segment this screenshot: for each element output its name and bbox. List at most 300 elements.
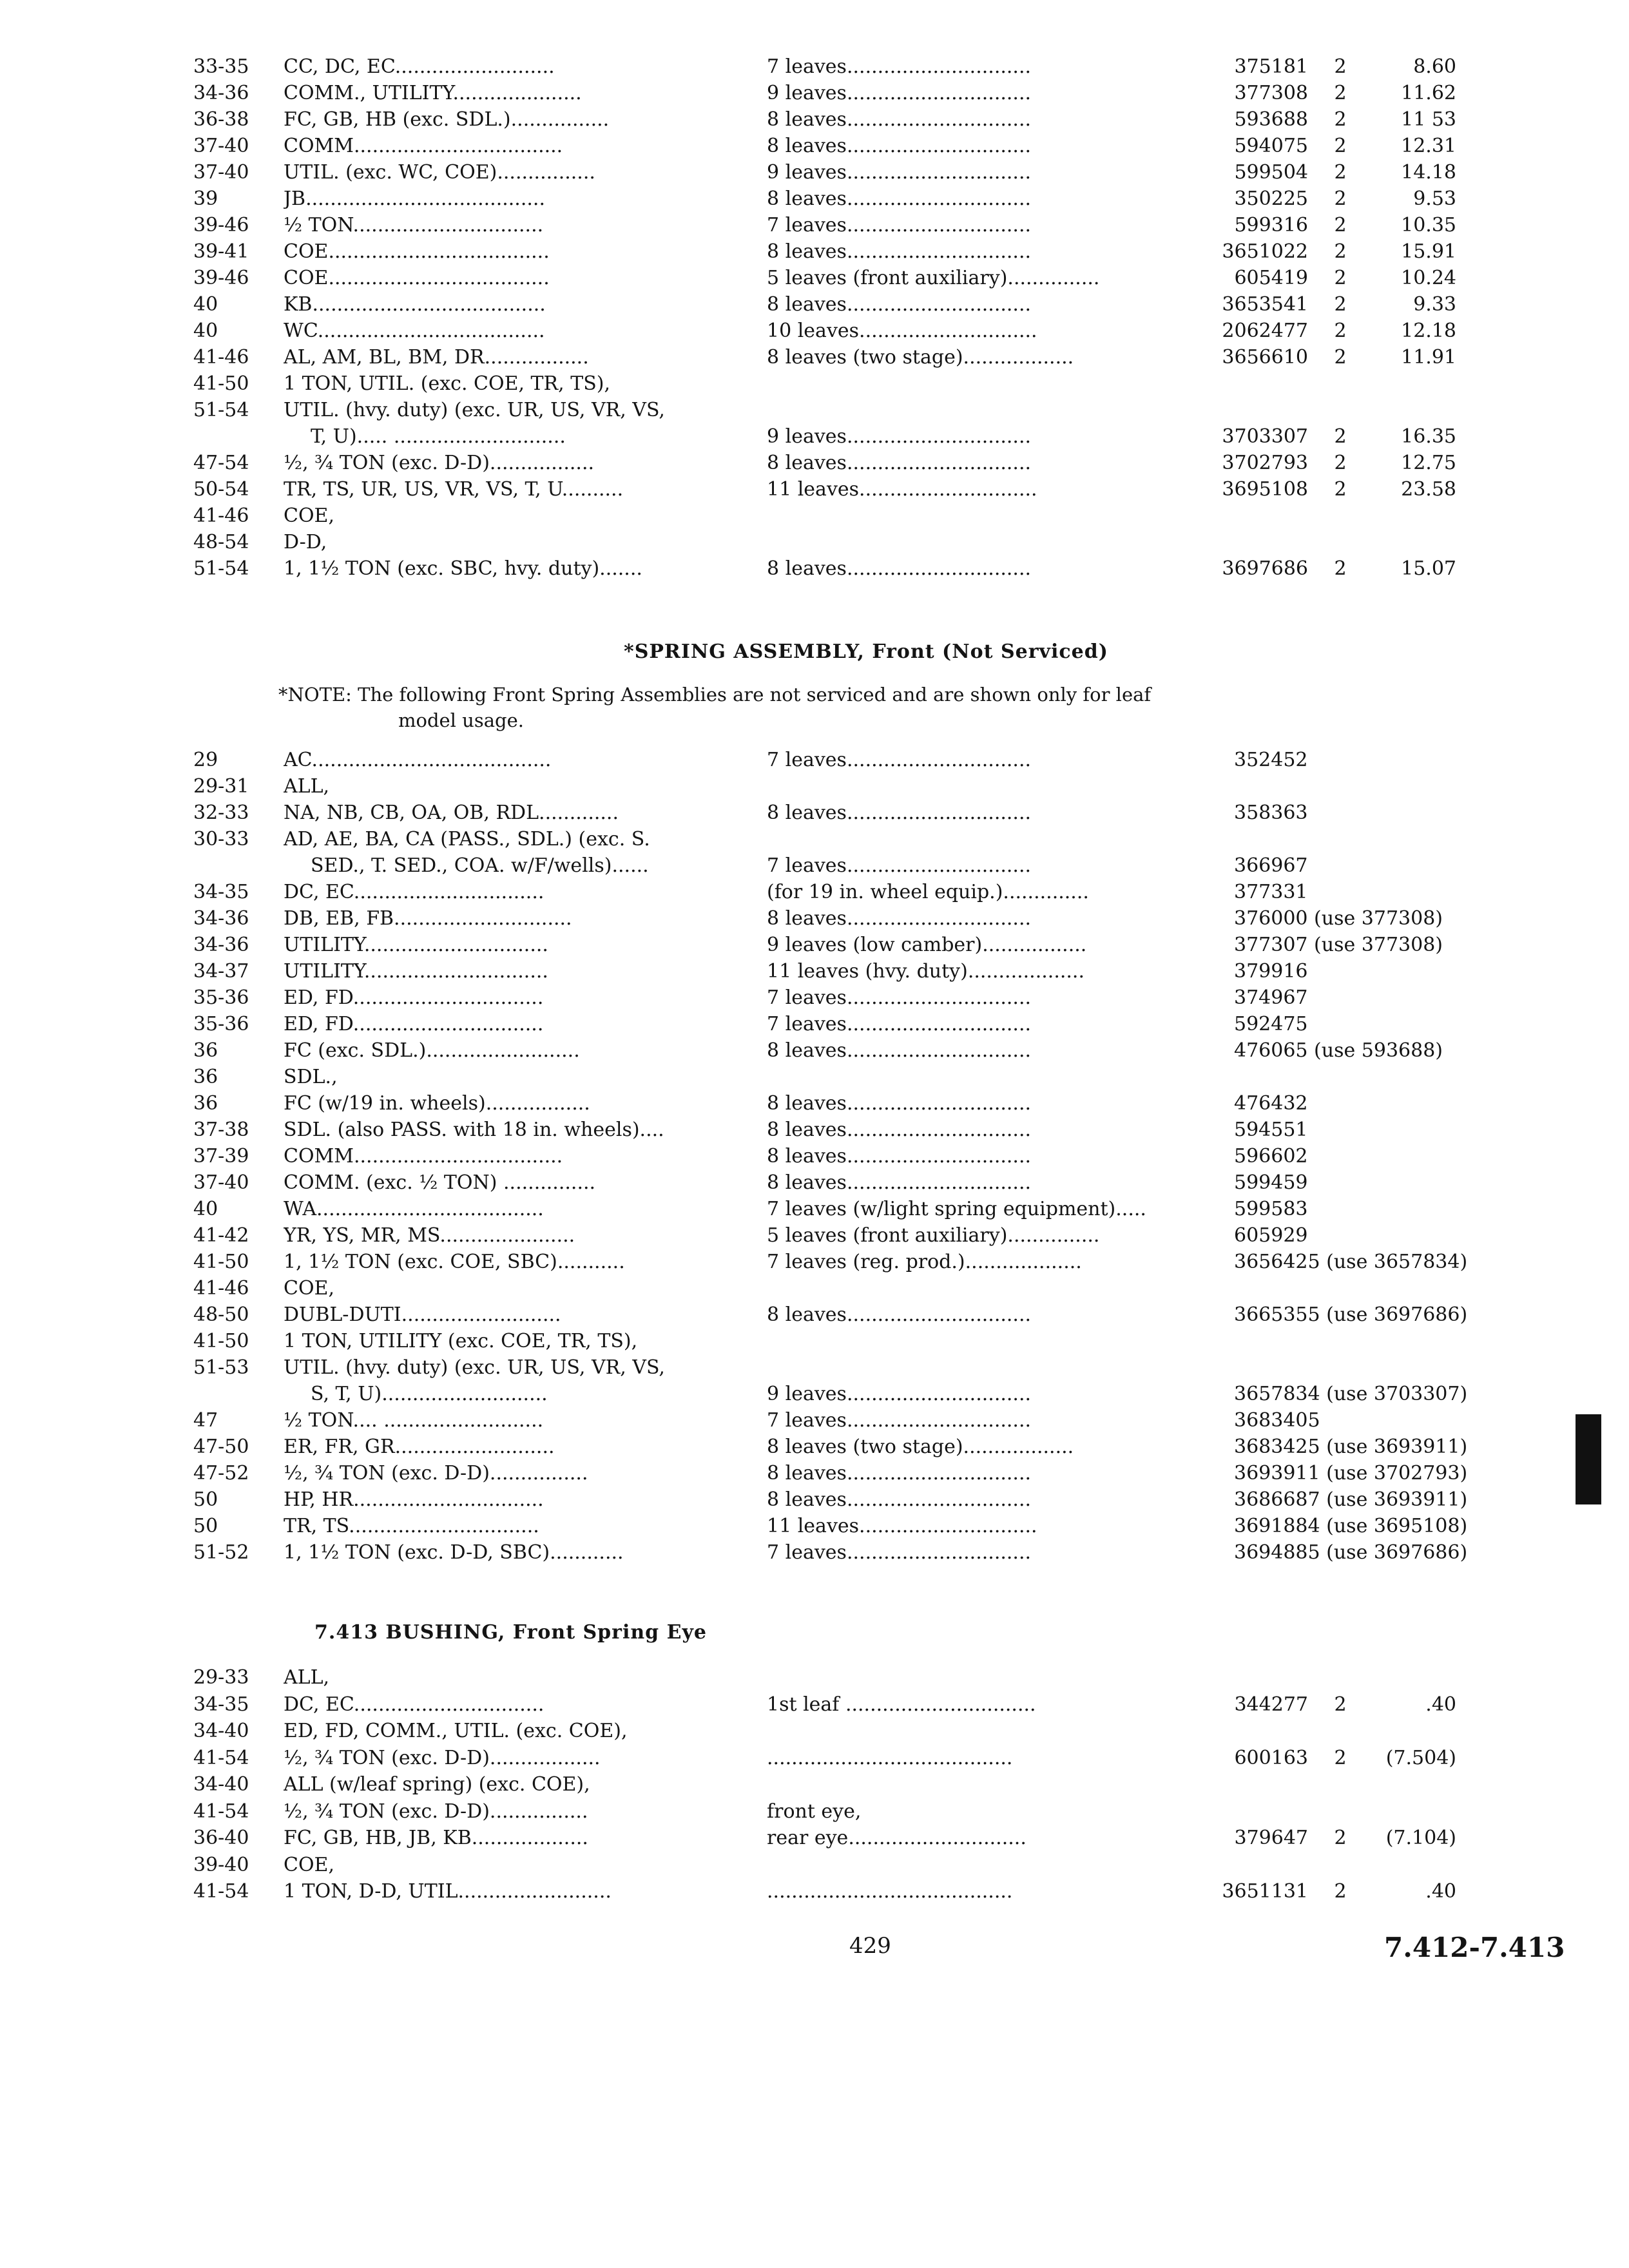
leaf-description: 11 leaves (hvy. duty)...................: [767, 960, 1085, 983]
leaf-description: 11 leaves.............................: [767, 1515, 1037, 1537]
leaf-description: 7 leaves..............................: [767, 55, 1032, 78]
model-list: FC (exc. SDL.).........................: [284, 1039, 580, 1062]
model-list: ER, FR, GR..........................: [284, 1436, 555, 1458]
model-list: COMM..................................: [284, 1145, 563, 1168]
leaf-description: 8 leaves..............................: [767, 802, 1032, 824]
year-range: 32-33: [193, 802, 249, 824]
part-number: 476432: [1234, 1092, 1308, 1115]
part-number: 594075: [1234, 135, 1308, 157]
part-number: 374967: [1234, 986, 1308, 1009]
part-number: 3703307: [1222, 425, 1308, 448]
year-range: 37-40: [193, 161, 249, 184]
leaf-description: 7 leaves..............................: [767, 749, 1032, 771]
list-price: 11.91: [1401, 346, 1456, 369]
leaf-description: 7 leaves..............................: [767, 214, 1032, 236]
quantity: 2: [1334, 557, 1347, 580]
year-range: 41-46: [193, 346, 249, 369]
model-list: UTIL. (hvy. duty) (exc. UR, US, VR, VS,: [284, 399, 665, 421]
list-price: (7.104): [1385, 1827, 1456, 1849]
quantity: 2: [1334, 187, 1347, 210]
table-row: [0, 318, 1629, 344]
leaf-description: 9 leaves..............................: [767, 1383, 1032, 1405]
leaf-description: 9 leaves..............................: [767, 82, 1032, 104]
table-row: [0, 747, 1629, 773]
table-row: [0, 1144, 1629, 1169]
part-number: 599316: [1234, 214, 1308, 236]
list-price: 12.31: [1401, 135, 1456, 157]
leaf-description: 7 leaves (w/light spring equipment).....: [767, 1198, 1146, 1220]
leaf-description: 7 leaves..............................: [767, 1013, 1032, 1035]
model-list: UTIL. (hvy. duty) (exc. UR, US, VR, VS,: [284, 1356, 665, 1379]
model-list: 1 TON, UTILITY (exc. COE, TR, TS),: [284, 1330, 638, 1352]
year-range: 37-40: [193, 1171, 249, 1194]
part-number: 377307 (use 377308): [1234, 934, 1443, 956]
part-number: 377331: [1234, 881, 1308, 903]
year-range: 41-50: [193, 1251, 249, 1273]
model-list: TR, TS, UR, US, VR, VS, T, U..........: [284, 478, 624, 501]
quantity: 2: [1334, 346, 1347, 369]
leaf-description: 8 leaves..............................: [767, 907, 1032, 930]
table-row: [0, 853, 1629, 879]
table-row: [0, 1852, 1629, 1878]
table-row: [0, 879, 1629, 905]
model-list: ½ TON...............................: [284, 214, 544, 236]
model-list: 1 TON, UTIL. (exc. COE, TR, TS),: [284, 372, 611, 395]
thumb-index-tab: [1576, 1414, 1601, 1504]
year-range: 41-54: [193, 1746, 249, 1769]
model-list: JB.......................................: [284, 187, 545, 210]
model-list: UTILITY..............................: [284, 934, 548, 956]
list-price: 11.62: [1401, 82, 1456, 104]
part-number: 3651022: [1222, 240, 1308, 263]
part-number: 344277: [1234, 1693, 1308, 1716]
quantity: 2: [1334, 161, 1347, 184]
model-list: UTIL. (exc. WC, COE)................: [284, 161, 595, 184]
part-number: 3697686: [1222, 557, 1308, 580]
part-number: 3665355 (use 3697686): [1234, 1303, 1468, 1326]
leaf-description: rear eye.............................: [767, 1827, 1027, 1849]
model-list: COMM. (exc. ½ TON) ...............: [284, 1171, 596, 1194]
year-range: 29: [193, 749, 218, 771]
part-number: 605929: [1234, 1224, 1308, 1247]
table-row: [0, 239, 1629, 265]
year-range: 41-50: [193, 1330, 249, 1352]
quantity: 2: [1334, 108, 1347, 131]
leaf-description: 10 leaves.............................: [767, 320, 1037, 342]
table-row: [0, 1276, 1629, 1302]
model-list: AC.......................................: [284, 749, 552, 771]
list-price: 11 53: [1401, 108, 1456, 131]
leaf-description: 8 leaves..............................: [767, 557, 1032, 580]
year-range: 47-54: [193, 452, 249, 474]
part-number: 3683405: [1234, 1409, 1320, 1432]
year-range: 47-50: [193, 1436, 249, 1458]
list-price: 15.07: [1401, 557, 1456, 580]
model-list: SED., T. SED., COA. w/F/wells)......: [311, 854, 649, 877]
model-list: S, T, U)...........................: [311, 1383, 548, 1405]
part-number: 3683425 (use 3693911): [1234, 1436, 1468, 1458]
model-list: 1, 1½ TON (exc. SBC, hvy. duty).......: [284, 557, 642, 580]
table-row: [0, 371, 1629, 397]
year-range: 34-37: [193, 960, 249, 983]
year-range: 40: [193, 320, 218, 342]
table-row: [0, 1170, 1629, 1196]
part-number: 377308: [1234, 82, 1308, 104]
model-list: COE....................................: [284, 240, 550, 263]
year-range: 37-39: [193, 1145, 249, 1168]
year-range: 41-42: [193, 1224, 249, 1247]
page-number: 429: [849, 1933, 891, 1959]
leaf-description: 11 leaves.............................: [767, 478, 1037, 501]
year-range: 36-38: [193, 108, 249, 131]
model-list: TR, TS...............................: [284, 1515, 539, 1537]
table-row: [0, 556, 1629, 582]
part-number: 3656425 (use 3657834): [1234, 1251, 1468, 1273]
model-list: T, U)..... ............................: [311, 425, 566, 448]
year-range: 51-53: [193, 1356, 249, 1379]
quantity: 2: [1334, 214, 1347, 236]
table-row: [0, 398, 1629, 423]
model-list: YR, YS, MR, MS......................: [284, 1224, 575, 1247]
part-number: 376000 (use 377308): [1234, 907, 1443, 930]
leaf-description: 8 leaves (two stage)..................: [767, 1436, 1074, 1458]
table-row: [0, 265, 1629, 291]
year-range: 36: [193, 1039, 218, 1062]
table-row: [0, 1825, 1629, 1851]
leaf-description: front eye,: [767, 1800, 862, 1823]
year-range: 39-46: [193, 267, 249, 289]
bushing-heading: 7.413 BUSHING, Front Spring Eye: [314, 1621, 707, 1644]
leaf-description: ........................................: [767, 1746, 1013, 1769]
year-range: 50-54: [193, 478, 249, 501]
part-number: 596602: [1234, 1145, 1308, 1168]
part-number: 379647: [1234, 1827, 1308, 1849]
model-list: COMM., UTILITY.....................: [284, 82, 582, 104]
quantity: 2: [1334, 1880, 1347, 1903]
list-price: .40: [1425, 1693, 1456, 1716]
table-row: [0, 1461, 1629, 1486]
leaf-description: (for 19 in. wheel equip.)..............: [767, 881, 1089, 903]
model-list: COMM..................................: [284, 135, 563, 157]
year-range: 37-38: [193, 1119, 249, 1141]
year-range: 29-33: [193, 1666, 249, 1689]
model-list: AD, AE, BA, CA (PASS., SDL.) (exc. S.: [284, 828, 650, 850]
table-row: [0, 107, 1629, 133]
leaf-description: 8 leaves..............................: [767, 1039, 1032, 1062]
year-range: 41-54: [193, 1800, 249, 1823]
table-row: [0, 932, 1629, 958]
model-list: ½, ¾ TON (exc. D-D)................: [284, 1800, 588, 1823]
leaf-description: ........................................: [767, 1880, 1013, 1903]
year-range: 35-36: [193, 986, 249, 1009]
quantity: 2: [1334, 425, 1347, 448]
table-row: [0, 1329, 1629, 1354]
part-number: 375181: [1234, 55, 1308, 78]
leaf-description: 8 leaves..............................: [767, 452, 1032, 474]
part-number: 3691884 (use 3695108): [1234, 1515, 1468, 1537]
part-number: 2062477: [1222, 320, 1308, 342]
model-list: DC, EC...............................: [284, 1693, 545, 1716]
year-range: 33-35: [193, 55, 249, 78]
model-list: ALL (w/leaf spring) (exc. COE),: [284, 1773, 590, 1796]
leaf-description: 8 leaves..............................: [767, 1462, 1032, 1485]
year-range: 51-52: [193, 1541, 249, 1564]
year-range: 47-52: [193, 1462, 249, 1485]
leaf-description: 8 leaves..............................: [767, 1092, 1032, 1115]
year-range: 47: [193, 1409, 218, 1432]
table-row: [0, 450, 1629, 476]
model-list: DB, EB, FB.............................: [284, 907, 572, 930]
model-list: 1 TON, D-D, UTIL.........................: [284, 1880, 612, 1903]
year-range: 39-41: [193, 240, 249, 263]
list-price: .40: [1425, 1880, 1456, 1903]
list-price: 10.24: [1401, 267, 1456, 289]
leaf-description: 8 leaves..............................: [767, 1145, 1032, 1168]
year-range: 51-54: [193, 399, 249, 421]
model-list: DUBL-DUTI..........................: [284, 1303, 561, 1326]
list-price: 8.60: [1413, 55, 1456, 78]
table-row: [0, 1091, 1629, 1117]
table-row: [0, 186, 1629, 212]
spring-assembly-note: *NOTE: The following Front Spring Assemblies are not serviced and are shown only for leaf model usage.: [278, 684, 1152, 731]
part-number: 599583: [1234, 1198, 1308, 1220]
model-list: ½, ¾ TON (exc. D-D)................: [284, 1462, 588, 1485]
table-row: [0, 1196, 1629, 1222]
year-range: 30-33: [193, 828, 249, 850]
leaf-description: 8 leaves..............................: [767, 240, 1032, 263]
model-list: NA, NB, CB, OA, OB, RDL.............: [284, 802, 619, 824]
model-list: ½, ¾ TON (exc. D-D).................: [284, 452, 595, 474]
model-list: ½, ¾ TON (exc. D-D)..................: [284, 1746, 601, 1769]
year-range: 48-54: [193, 531, 249, 553]
spring-assembly-heading: *SPRING ASSEMBLY, Front (Not Serviced): [624, 640, 1108, 663]
leaf-description: 9 leaves..............................: [767, 161, 1032, 184]
quantity: 2: [1334, 240, 1347, 263]
part-number: 594551: [1234, 1119, 1308, 1141]
model-list: DC, EC...............................: [284, 881, 545, 903]
part-number: 379916: [1234, 960, 1308, 983]
table-row: [0, 906, 1629, 932]
quantity: 2: [1334, 320, 1347, 342]
part-number: 352452: [1234, 749, 1308, 771]
year-range: 36-40: [193, 1827, 249, 1849]
leaf-description: 8 leaves..............................: [767, 1303, 1032, 1326]
table-row: [0, 160, 1629, 186]
model-list: FC, GB, HB, JB, KB...................: [284, 1827, 588, 1849]
model-list: UTILITY..............................: [284, 960, 548, 983]
model-list: ALL,: [284, 1666, 330, 1689]
leaf-description: 8 leaves..............................: [767, 135, 1032, 157]
model-list: HP, HR...............................: [284, 1488, 544, 1511]
list-price: 23.58: [1401, 478, 1456, 501]
model-list: KB......................................: [284, 293, 546, 316]
leaf-description: 9 leaves (low camber).................: [767, 934, 1087, 956]
year-range: 37-40: [193, 135, 249, 157]
leaf-description: 7 leaves..............................: [767, 854, 1032, 877]
year-range: 39: [193, 187, 218, 210]
table-row: [0, 292, 1629, 318]
model-list: FC (w/19 in. wheels).................: [284, 1092, 590, 1115]
table-row: [0, 530, 1629, 555]
table-row: [0, 1223, 1629, 1249]
year-range: 41-46: [193, 505, 249, 527]
section-range: 7.412-7.413: [1384, 1932, 1565, 1963]
part-number: 366967: [1234, 854, 1308, 877]
model-list: WC.....................................: [284, 320, 545, 342]
leaf-description: 8 leaves..............................: [767, 1171, 1032, 1194]
table-row: [0, 81, 1629, 106]
year-range: 50: [193, 1515, 218, 1537]
quantity: 2: [1334, 293, 1347, 316]
table-row: [0, 133, 1629, 159]
table-row: [0, 959, 1629, 985]
table-row: [0, 985, 1629, 1011]
model-list: ½ TON.... ..........................: [284, 1409, 544, 1432]
table-row: [0, 1665, 1629, 1691]
leaf-description: 7 leaves (reg. prod.)...................: [767, 1251, 1082, 1273]
table-row: [0, 1799, 1629, 1825]
table-row: [0, 827, 1629, 852]
part-number: 593688: [1234, 108, 1308, 131]
part-number: 3656610: [1222, 346, 1308, 369]
year-range: 35-36: [193, 1013, 249, 1035]
model-list: ED, FD...............................: [284, 986, 544, 1009]
model-list: 1, 1½ TON (exc. COE, SBC)...........: [284, 1251, 625, 1273]
model-list: AL, AM, BL, BM, DR.................: [284, 346, 589, 369]
part-number: 350225: [1234, 187, 1308, 210]
year-range: 40: [193, 1198, 218, 1220]
table-row: [0, 1408, 1629, 1434]
leaf-description: 8 leaves (two stage)..................: [767, 346, 1074, 369]
model-list: CC, DC, EC..........................: [284, 55, 555, 78]
year-range: 34-36: [193, 934, 249, 956]
leaf-description: 5 leaves (front auxiliary)...............: [767, 267, 1100, 289]
list-price: 9.33: [1413, 293, 1456, 316]
year-range: 29-31: [193, 775, 249, 798]
model-list: WA.....................................: [284, 1198, 544, 1220]
leaf-description: 9 leaves..............................: [767, 425, 1032, 448]
part-number: 3653541: [1222, 293, 1308, 316]
table-row: [0, 424, 1629, 450]
quantity: 2: [1334, 267, 1347, 289]
year-range: 34-35: [193, 1693, 249, 1716]
quantity: 2: [1334, 55, 1347, 78]
table-row: [0, 1745, 1629, 1771]
list-price: (7.504): [1385, 1746, 1456, 1769]
model-list: FC, GB, HB (exc. SDL.)................: [284, 108, 610, 131]
part-number: 599459: [1234, 1171, 1308, 1194]
table-row: [0, 503, 1629, 529]
model-list: COE,: [284, 1853, 334, 1876]
year-range: 48-50: [193, 1303, 249, 1326]
model-list: COE,: [284, 1277, 334, 1300]
model-list: COE....................................: [284, 267, 550, 289]
table-row: [0, 54, 1629, 80]
list-price: 16.35: [1401, 425, 1456, 448]
part-number: 3693911 (use 3702793): [1234, 1462, 1468, 1485]
model-list: ED, FD...............................: [284, 1013, 544, 1035]
table-row: [0, 477, 1629, 503]
table-row: [0, 1355, 1629, 1381]
part-number: 3651131: [1222, 1880, 1308, 1903]
quantity: 2: [1334, 135, 1347, 157]
quantity: 2: [1334, 1827, 1347, 1849]
year-range: 34-40: [193, 1773, 249, 1796]
table-row: [0, 1487, 1629, 1513]
model-list: COE,: [284, 505, 334, 527]
year-range: 39-40: [193, 1853, 249, 1876]
leaf-description: 8 leaves..............................: [767, 108, 1032, 131]
year-range: 50: [193, 1488, 218, 1511]
table-row: [0, 1302, 1629, 1328]
list-price: 10.35: [1401, 214, 1456, 236]
year-range: 34-40: [193, 1720, 249, 1742]
list-price: 15.91: [1401, 240, 1456, 263]
year-range: 40: [193, 293, 218, 316]
table-row: [0, 1540, 1629, 1566]
part-number: 592475: [1234, 1013, 1308, 1035]
leaf-description: 5 leaves (front auxiliary)...............: [767, 1224, 1100, 1247]
model-list: 1, 1½ TON (exc. D-D, SBC)............: [284, 1541, 624, 1564]
quantity: 2: [1334, 478, 1347, 501]
table-row: [0, 774, 1629, 800]
table-row: [0, 1064, 1629, 1090]
year-range: 41-54: [193, 1880, 249, 1903]
model-list: ED, FD, COMM., UTIL. (exc. COE),: [284, 1720, 628, 1742]
part-number: 3657834 (use 3703307): [1234, 1383, 1468, 1405]
list-price: 12.75: [1401, 452, 1456, 474]
leaf-description: 8 leaves..............................: [767, 1488, 1032, 1511]
leaf-description: 7 leaves..............................: [767, 986, 1032, 1009]
part-number: 3702793: [1222, 452, 1308, 474]
table-row: [0, 1381, 1629, 1407]
table-row: [0, 1718, 1629, 1744]
year-range: 34-35: [193, 881, 249, 903]
year-range: 34-36: [193, 907, 249, 930]
year-range: 41-50: [193, 372, 249, 395]
leaf-description: 1st leaf ...............................: [767, 1693, 1036, 1716]
table-row: [0, 1249, 1629, 1275]
part-number: 600163: [1234, 1746, 1308, 1769]
table-row: [0, 1012, 1629, 1037]
model-list: D-D,: [284, 531, 327, 553]
part-number: 3694885 (use 3697686): [1234, 1541, 1468, 1564]
leaf-description: 7 leaves..............................: [767, 1409, 1032, 1432]
year-range: 36: [193, 1066, 218, 1088]
list-price: 9.53: [1413, 187, 1456, 210]
part-number: 3695108: [1222, 478, 1308, 501]
leaf-description: 8 leaves..............................: [767, 293, 1032, 316]
table-row: [0, 1879, 1629, 1905]
leaf-description: 8 leaves..............................: [767, 187, 1032, 210]
year-range: 36: [193, 1092, 218, 1115]
leaf-description: 8 leaves..............................: [767, 1119, 1032, 1141]
part-number: 605419: [1234, 267, 1308, 289]
table-row: [0, 1117, 1629, 1143]
part-number: 358363: [1234, 802, 1308, 824]
year-range: 39-46: [193, 214, 249, 236]
table-row: [0, 1038, 1629, 1064]
quantity: 2: [1334, 82, 1347, 104]
part-number: 476065 (use 593688): [1234, 1039, 1443, 1062]
model-list: SDL. (also PASS. with 18 in. wheels)....: [284, 1119, 664, 1141]
leaf-description: 7 leaves..............................: [767, 1541, 1032, 1564]
model-list: SDL.,: [284, 1066, 338, 1088]
list-price: 14.18: [1401, 161, 1456, 184]
table-row: [0, 1692, 1629, 1718]
table-row: [0, 1434, 1629, 1460]
table-row: [0, 345, 1629, 370]
